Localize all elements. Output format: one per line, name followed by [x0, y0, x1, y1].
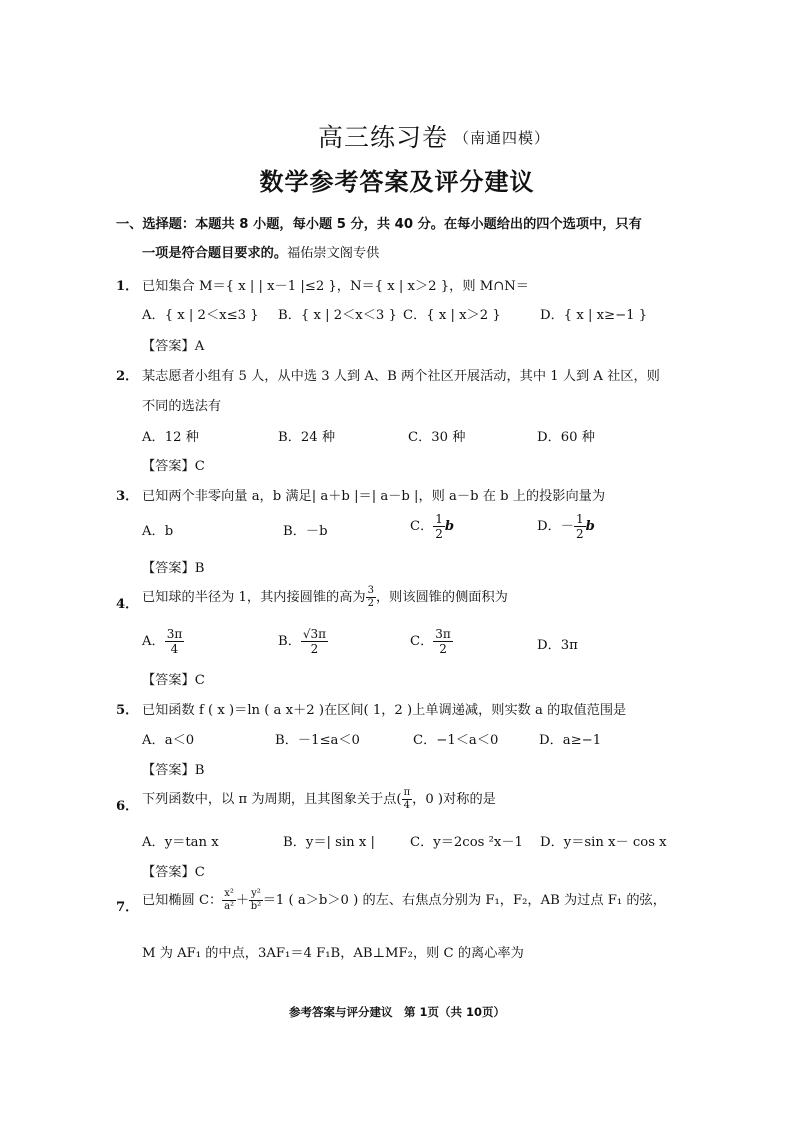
option-c-label: C．	[410, 519, 434, 534]
option-c: C．y＝2cos ²x－1	[410, 835, 523, 850]
fraction-numerator: 3	[367, 585, 374, 596]
answer-label: 【答案】A	[142, 339, 205, 354]
question-stem: 已知集合 M＝{ x | | x－1 |≤2 }，N＝{ x | x＞2 }，则 M∩N＝	[142, 279, 529, 294]
fraction	[165, 628, 185, 655]
fraction-one-half	[574, 513, 586, 540]
answer-label: 【答案】C	[142, 673, 205, 688]
fraction-denominator: 2	[575, 527, 584, 541]
fraction-numerator: 1	[435, 512, 443, 526]
question-number: 4．	[116, 597, 139, 612]
fraction-numerator: 3π	[166, 627, 183, 641]
option-b: B．－b	[283, 524, 328, 539]
fraction-numerator: π	[403, 787, 411, 798]
question-stem-text: 下列函数中，以 π 为周期，且其图象关于点(	[142, 792, 402, 807]
option-d: D．a≥−1	[539, 733, 602, 748]
fraction-three-halves	[366, 586, 376, 609]
fraction-denominator: 2	[435, 527, 443, 541]
question-number: 6．	[116, 799, 139, 814]
fraction-denominator: b²	[250, 901, 262, 912]
option-a	[142, 628, 184, 655]
option-b: B．{ x | 2＜x＜3 }	[278, 308, 397, 323]
fraction	[301, 628, 328, 655]
answer-label: 【答案】B	[142, 763, 205, 778]
fraction-denominator: 4	[403, 800, 411, 811]
question-stem-tail: ＝1 ( a＞b＞0 ) 的左、右焦点分别为 F₁，F₂，AB 为过点 F₁ 的弦，	[262, 893, 666, 908]
question-stem-line2: 不同的选法有	[142, 399, 222, 414]
option-a: A．12 种	[142, 430, 199, 445]
question-stem	[142, 788, 496, 811]
question-stem: 已知两个非零向量 a，b 满足| a＋b |＝| a－b |，则 a－b 在 b 上的投影向量为	[142, 489, 606, 504]
option-c: C．30 种	[408, 430, 466, 445]
section-intro-line1: 一、选择题：本题共 8 小题，每小题 5 分，共 40 分。在每小题给出的四个选项中，只有	[116, 217, 642, 232]
question-stem	[142, 586, 508, 609]
option-c: C． $\frac{1}{2}$ b	[410, 512, 455, 541]
fraction-denominator: 4	[170, 642, 179, 656]
option-d: D．{ x | x≥−1 }	[540, 308, 648, 323]
question-stem-text: 已知球的半径为 1，其内接圆锥的高为	[142, 590, 366, 605]
section-intro-text: 一项是符合题目要求的。	[142, 246, 288, 261]
fraction-numerator: y²	[251, 888, 261, 899]
fraction-denominator: 2	[367, 598, 374, 609]
fraction-one-half	[433, 513, 445, 540]
answer-label: 【答案】C	[142, 459, 205, 474]
section-intro-watermark: 福佑崇文阁专供	[287, 246, 380, 261]
option-c: C．{ x | x＞2 }	[403, 308, 501, 323]
fraction-numerator: x²	[224, 888, 234, 899]
option-c	[410, 628, 453, 655]
question-number: 5．	[116, 703, 139, 718]
fraction-denominator: a²	[224, 901, 235, 912]
fraction-numerator: 1	[575, 512, 584, 526]
exam-title-main: 高三练习卷	[318, 123, 449, 152]
option-c: C．−1＜a＜0	[413, 733, 499, 748]
option-d: D．－ $\frac{1}{2}$ b	[537, 512, 595, 541]
option-b: B．－1≤a＜0	[275, 733, 360, 748]
fraction-pi-over-four	[402, 788, 413, 811]
fraction-denominator: 2	[310, 642, 319, 656]
question-stem-tail: ，0 )对称的是	[412, 792, 496, 807]
answer-label: 【答案】B	[142, 561, 205, 576]
question-number: 3．	[116, 489, 139, 504]
option-d: D．y＝sin x－ cos x	[540, 835, 667, 850]
exam-title	[318, 118, 550, 154]
fraction-numerator: 3π	[435, 627, 451, 641]
exam-title-sub: （南通四模）	[454, 129, 551, 147]
option-a: A．{ x | 2＜x≤3 }	[142, 308, 259, 323]
option-a-label: A．	[142, 634, 165, 649]
option-c-label: C．	[410, 634, 434, 649]
question-number: 7．	[116, 900, 139, 915]
question-stem-tail: ，则该圆锥的侧面积为	[375, 590, 508, 605]
question-stem: 已知椭圆 C： $\frac{\text{x²}}{\text{a²}}$ ＋ $\frac{\text{y²}}{\text{b²}}$ ＝1 ( a＞b＞0 ) 的左、右焦点分别为 F₁，F₂，AB 为过点 F₁ 的弦，	[142, 888, 666, 912]
option-a: A．b	[142, 524, 174, 539]
page-footer: 参考答案与评分建议 第 1页（共 10页）	[288, 1005, 505, 1019]
option-b: B．24 种	[278, 430, 336, 445]
question-stem-line2: M 为 AF₁ 的中点，3AF₁＝4 F₁B，AB⊥MF₂，则 C 的离心率为	[142, 946, 524, 961]
option-a: A．y＝tan x	[142, 835, 219, 850]
answer-label: 【答案】C	[142, 865, 205, 880]
question-stem-text: 已知椭圆 C：	[142, 893, 223, 908]
option-b-label: B．	[278, 634, 301, 649]
option-b: B．y＝| sin x |	[283, 835, 375, 850]
option-d: D．60 种	[537, 430, 595, 445]
option-a: A．a＜0	[142, 733, 195, 748]
question-number: 1．	[116, 279, 139, 294]
question-number: 2．	[116, 369, 139, 384]
fraction-x-squared-over-a-squared	[222, 889, 236, 912]
fraction-numerator: √3π	[302, 627, 327, 641]
fraction-y-squared-over-b-squared	[249, 889, 263, 912]
document-title: 数学参考答案及评分建议	[259, 168, 535, 196]
option-b	[278, 628, 328, 655]
question-stem: 已知函数 f ( x )＝ln ( a x＋2 )在区间( 1，2 )上单调递减，则实数 a 的取值范围是	[142, 703, 627, 718]
fraction	[433, 628, 453, 655]
option-d: D．3π	[537, 638, 578, 653]
section-intro-line2	[142, 244, 379, 264]
fraction-denominator: 2	[439, 642, 447, 656]
question-stem: 某志愿者小组有 5 人，从中选 3 人到 A、B 两个社区开展活动，其中 1 人到 A 社区，则	[142, 369, 660, 384]
option-d-label: D．－	[537, 519, 574, 534]
